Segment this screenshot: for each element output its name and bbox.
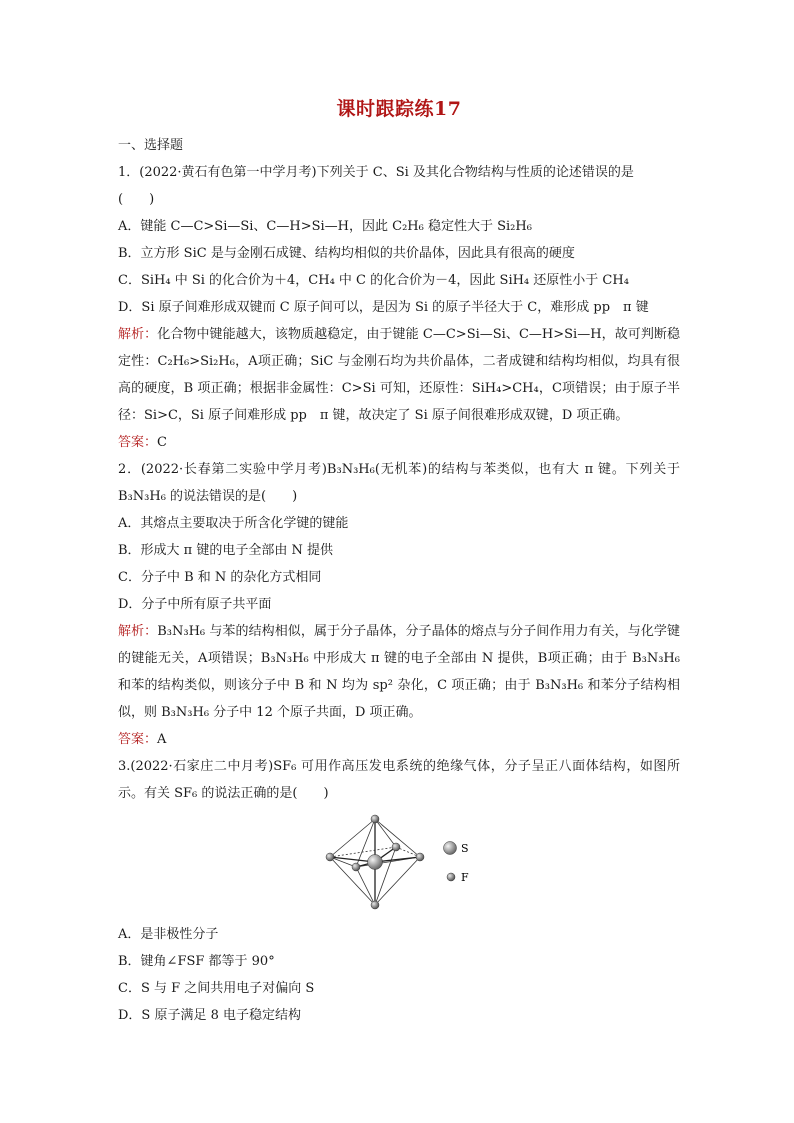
f-atom-top	[371, 815, 379, 823]
q3-option-d: D．S 原子满足 8 电子稳定结构	[118, 1008, 301, 1023]
worksheet-page	[118, 96, 680, 1029]
q2-analysis-text: B₃N₃H₆ 与苯的结构相似，属于分子晶体，分子晶体的熔点与分子间作用力有关，与化学键的键能无关，A项错误；B₃N₃H₆ 中形成大 π 键的电子全部由 N 提供，B项正确；由于 B₃N₃H₆ 和苯的结构类似，则该分子中 B 和 N 均为 sp² 杂化，C 项正确；由于 B₃N₃H₆ 和苯分子结构相似，则 B₃N₃H₆ 分子中 12 个原子共面，D 项正确。	[118, 624, 680, 720]
sf6-octahedron-diagram	[318, 813, 478, 917]
q2-stem: 2．(2022·长春第二实验中学月考)B₃N₃H₆(无机苯)的结构与苯类似，也有大 π 键。下列关于 B₃N₃H₆ 的说法错误的是( )	[118, 462, 680, 504]
q1-stem-line1: 1．(2022·黄石有色第一中学月考)下列关于 C、Si 及其化合物结构与性质的论述错误的是	[118, 165, 634, 180]
q2-option-d: D．分子中所有原子共平面	[118, 597, 272, 612]
f-atom-front	[352, 863, 360, 871]
q1-option-b: B．立方形 SiC 是与金刚石成键、结构均相似的共价晶体，因此具有很高的硬度	[118, 246, 575, 261]
question-2	[118, 456, 680, 753]
q1-option-c: C．SiH₄ 中 Si 的化合价为＋4，CH₄ 中 C 的化合价为－4，因此 SiH₄ 还原性小于 CH₄	[118, 273, 629, 288]
legend-f-ball	[447, 873, 455, 881]
legend-s-ball	[444, 842, 457, 855]
q2-option-b: B．形成大 π 键的电子全部由 N 提供	[118, 543, 334, 558]
question-3	[118, 753, 680, 1029]
page-title: 课时跟踪练17	[336, 98, 462, 120]
f-atom-left	[326, 853, 334, 861]
legend-f-label: F	[461, 871, 469, 884]
q1-stem-line2: ( )	[118, 192, 155, 207]
s-atom-center	[368, 855, 383, 870]
f-atom-back	[392, 843, 400, 851]
q1-analysis-text: 化合物中键能越大，该物质越稳定，由于键能 C—C>Si—Si、C—H>Si—H，故可判断稳定性：C₂H₆>Si₂H₆，A项正确；SiC 与金刚石均为共价晶体，二者成键和结构均相似，均具有很高的硬度，B 项正确；根据非金属性：C>Si 可知，还原性：SiH₄>CH₄，C项错误；由于原子半径：Si>C，Si 原子间难形成 pp π 键，故决定了 Si 原子间很难形成双键，D 项正确。	[118, 327, 680, 423]
q3-stem: 3.(2022·石家庄二中月考)SF₆ 可用作高压发电系统的绝缘气体，分子呈正八面体结构，如图所示。有关 SF₆ 的说法正确的是( )	[118, 759, 680, 801]
q2-analysis	[118, 618, 680, 726]
q3-option-b: B．键角∠FSF 都等于 90°	[118, 954, 275, 969]
q1-answer-label: 答案：	[118, 435, 158, 450]
f-atom-right	[416, 853, 424, 861]
q2-option-a: A．其熔点主要取决于所含化学键的键能	[118, 516, 349, 531]
q2-option-c: C．分子中 B 和 N 的杂化方式相同	[118, 570, 322, 585]
q1-answer	[118, 429, 680, 456]
q3-option-a: A．是非极性分子	[118, 927, 219, 942]
q3-option-c: C．S 与 F 之间共用电子对偏向 S	[118, 981, 315, 996]
q1-option-d: D．Si 原子间难形成双键而 C 原子间可以，是因为 Si 的原子半径大于 C，难形成 pp π 键	[118, 300, 649, 315]
q2-answer-value: A	[157, 732, 167, 747]
q2-answer-label: 答案：	[118, 732, 158, 747]
q1-option-a: A．键能 C—C>Si—Si、C—H>Si—H，因此 C₂H₆ 稳定性大于 Si₂H₆	[118, 219, 532, 234]
section-heading: 一、选择题	[118, 138, 184, 153]
q1-answer-value: C	[157, 435, 167, 450]
q1-analysis-label: 解析：	[118, 327, 158, 342]
sf6-octahedron-figure	[118, 813, 680, 917]
question-1	[118, 159, 680, 456]
q2-answer	[118, 726, 680, 753]
f-atom-bottom	[371, 901, 379, 909]
q2-analysis-label: 解析：	[118, 624, 158, 639]
legend-s-label: S	[461, 842, 469, 855]
q1-analysis	[118, 321, 680, 429]
